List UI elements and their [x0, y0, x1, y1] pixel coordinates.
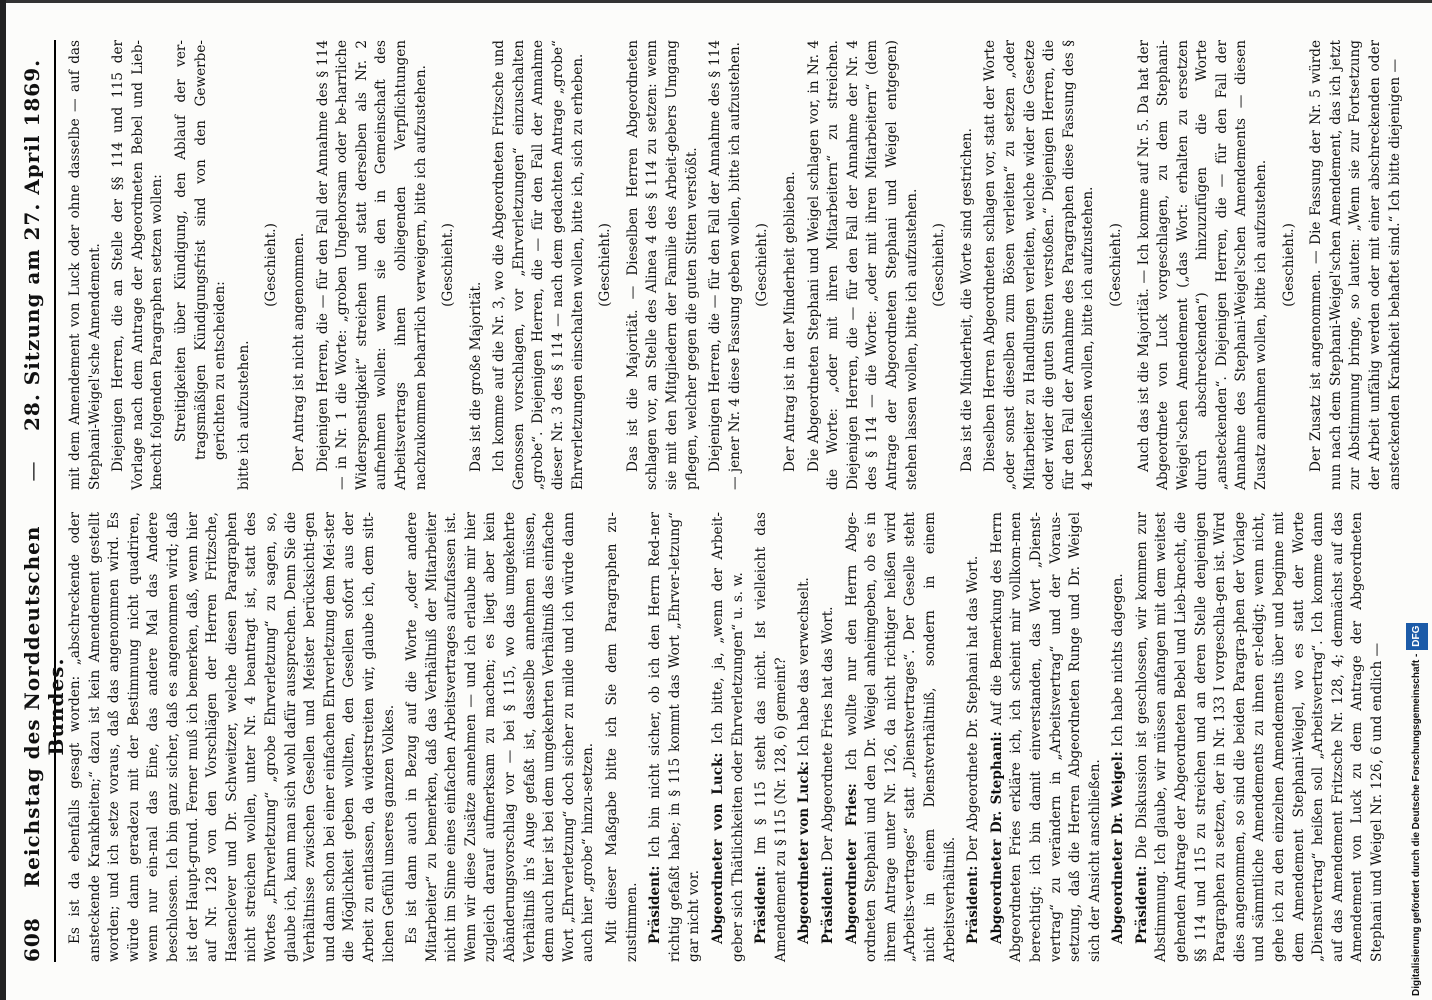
speech-paragraph	[752, 512, 791, 962]
speech-paragraph	[1133, 512, 1388, 962]
header-right-title: 28. Sitzung am 27. April 1869.	[20, 58, 44, 431]
paragraph: Der Antrag ist nicht angenommen.	[290, 232, 307, 472]
paragraph: Diejenigen Herren, die — für den Fall der Annahme des § 114 — jener Nr. 4 diese Fassung geben wollen, bitte ich aufzustehen.	[707, 40, 743, 490]
speaker-label: Abgeordneter Fries:	[843, 783, 860, 944]
paragraph: Auch das ist die Majorität. — Ich komme auf Nr. 5. Da hat der Abgeordnete von Luck vorgeschlagen, zu dem Stephani-Weigel'schen Amendement („das Wort: erhalten zu ersetzen durch abschreckenden“) hinzuzufügen die Worte „ansteckenden“. Diejenigen Herren, die — für den Fall der Annahme des Stephani-Weigel'schen Amendements — diesen Zusatz annehmen wollen, bitte ich aufzustehen.	[1135, 40, 1270, 490]
paragraph: Diejenigen Herren, die an Stelle der §§ 114 und 115 der Vorlage nach dem Antrage der Abgeordneten Bebel und Lieb-knecht folgenden Paragraphen setzen wollen:	[110, 40, 166, 490]
speech-paragraph	[988, 512, 1106, 962]
speaker-label: Abgeordneter von Luck:	[710, 752, 726, 944]
speech-text: Ich habe nichts dagegen.	[1110, 573, 1127, 752]
speaker-label: Abgeordneter Dr. Weigel:	[1110, 751, 1127, 944]
stage-note: (Geschieht.)	[597, 223, 614, 307]
paragraph: bitte ich aufzustehen.	[235, 340, 252, 490]
paragraph: Der Zusatz ist angenommen. — Die Fassung der Nr. 5 würde nun nach dem Stephani-Weigel'schen Amendement, das ich jetzt zur Abstimmung bringe, so lauten: „Wenn sie zur Fortsetzung der Arbeit unfähig werden oder mit einer abschreckenden oder ansteckenden Krankheit behaftet sind.“ Ich bitte diejenigen —	[1308, 40, 1403, 490]
speaker-label: Präsident:	[647, 865, 664, 944]
paragraph: Diejenigen Herren, die — für den Fall der Annahme des § 114 — in Nr. 1 die Worte: „groben Ungehorsam oder be-harrliche Widerspenstigkeit“ streichen und statt derselben als Nr. 2 aufnehmen wollen: wenn sie den in Gemeinschaft des Arbeitsvertrags ihnen obliegenden Verpflichtungen nachzukommen beharrlich verweigern, bitte ich aufzustehen.	[314, 40, 429, 490]
speech-paragraph	[964, 512, 984, 962]
speech-text: Ich bin nicht sicher, ob ich den Herrn Red-ner richtig gefaßt habe; in § 115 kommt das Wort „Ehrver-letzung“ gar nicht vor.	[647, 512, 703, 962]
dfg-text: Digitalisierung gefördert durch die Deutsche Forschungsgemeinschaft -	[1411, 653, 1422, 996]
stage-note: (Geschieht.)	[440, 223, 457, 307]
stage-note: (Geschieht.)	[754, 223, 771, 307]
speech-paragraph	[795, 512, 815, 962]
speaker-label: Abgeordneter Dr. Stephani:	[988, 731, 1005, 944]
speaker-label: Präsident:	[753, 865, 770, 944]
stage-note: (Geschieht.)	[931, 223, 948, 307]
left-column	[66, 512, 1386, 962]
text-columns	[66, 40, 1403, 962]
paragraph: Der Antrag ist in der Minderheit geblieben.	[782, 171, 798, 472]
speech-text: Die Diskussion ist geschlossen, wir kommen zur Abstimmung. Ich glaube, wir müssen anfangen mit dem weitest gehenden Antrage der Abgeordneten Bebel und Lieb-knecht, die §§ 114 und 115 zu streichen und an deren Stelle denjenigen Paragraphen zu setzen, der in Nr. 133 I vorgeschla-gen ist. Wird dies angenommen, so sind die beiden Paragra-phen der Vorlage und sämmtliche Amendements zu ihnen er-ledigt; wenn nicht, gehe ich zu den einzelnen Amendements über und beginne mit dem Amendement Stephani-Weigel, wo es statt der Worte „Dienstvertrag“ heißen soll „Arbeitsvertrag“. Ich komme dann auf das Amendement Fritzsche Nr. 128, 4; demnächst auf das Amendement von Luck zu dem Antrage der Abgeordneten Stephani und Weigel Nr. 126, 6 und endlich —	[1133, 512, 1385, 962]
stage-note: (Geschieht.)	[263, 223, 280, 307]
stage-note: (Geschieht.)	[1280, 223, 1297, 307]
speaker-label: Präsident:	[1133, 865, 1150, 944]
dfg-logo: DFG	[1406, 623, 1428, 650]
paragraph: Streitigkeiten über Kündigung, den Ablauf der ver-tragsmäßigen Kündigungsfrist sind von den Gewerbe-gerichten zu entscheiden:	[172, 40, 229, 460]
page-header	[20, 40, 68, 962]
speech-paragraph	[1109, 512, 1129, 962]
speech-text: Der Abgeordnete Fries hat das Wort.	[819, 606, 836, 866]
speech-text: Ich wollte nur den Herrn Abge-ordneten Stephani und den Dr. Weigel anheimgeben, ob es in ihrem Antrage unter Nr. 126, da nicht richtiger heißen wird „Arbeits-vertrages“ statt „Dienstvertrages“. Der Geselle steht nicht in einem Dienstverhältniß, sondern in einem Arbeitsverhältniß.	[843, 512, 958, 962]
speech-paragraph	[709, 512, 748, 962]
paragraph: Es ist dann auch in Bezug auf die Worte „oder andere Mitarbeiter“ zu bemerken, daß das Verhältniß der Mitarbeiter nicht im Sinne eines einfachen Arbeitsvertrages aufzufassen ist. Wenn wir diese Zusätze annehmen — und ich erlaube mir hier zugleich darauf aufmerksam zu machen; es liegt aber kein Abänderungsvorschlag vor — bei § 115, wo das umgekehrte Verhältniß in's Auge gefaßt ist, dasselbe annehmen müssen, denn auch hier ist bei dem umgekehrten Verhältniß das einfache Wort „Ehrverletzung“ doch sicher zu milde und ich würde dann auch hier „grobe“ hinzu-setzen.	[404, 512, 597, 962]
right-column	[66, 40, 1403, 490]
speech-text: Ich bitte, ja, „wenn der Arbeit-geber sich Thätlichkeiten oder Ehrverletzungen“ u. s. w.	[710, 512, 746, 962]
paragraph: Das ist die große Majorität.	[467, 281, 484, 472]
paragraph: mit dem Amendement von Luck oder ohne dasselbe — auf das Stephani-Weigel'sche Amendement.	[67, 40, 103, 490]
header-left-title: Reichstag des Norddeutschen Bundes.	[20, 525, 68, 888]
speaker-label: Abgeordneter von Luck:	[796, 760, 813, 944]
header-separator: —	[20, 460, 44, 482]
speaker-label: Präsident:	[819, 865, 836, 944]
paragraph: Dieselben Herren Abgeordneten schlagen vor, statt der Worte „oder sonst dieselben zum Bösen verleiten“ zu setzen „oder Mitarbeiter zu Handlungen verleiten, welche wider die Gesetze oder wider die guten Sitten verstoßen.“ Diejenigen Herren, die für den Fall der Annahme des Paragraphen diese Fassung des § 4 beschließen wollen, bitte ich aufzustehen.	[982, 40, 1097, 490]
paragraph: Mit dieser Maßgabe bitte ich Sie dem Paragraphen zu-zustimmen.	[604, 512, 640, 962]
paragraph: Die Abgeordneten Stephani und Weigel schlagen vor, in Nr. 4 die Worte: „oder mit ihren Mitarbeitern“ zu streichen. Diejenigen Herren, die — für den Fall der Annahme der Nr. 4 des § 114 — die Worte: „oder mit ihren Mitarbeitern“ (dem Antrage der Abgeordneten Stephani und Weigel entgegen) stehen lassen wollen, bitte ich aufzustehen.	[805, 40, 920, 490]
paragraph: Ich komme auf die Nr. 3, wo die Abgeordneten Fritzsche und Genossen vorschlagen, vor „Ehrverletzungen“ einzuschalten „grobe“. Diejenigen Herren, die — für den Fall der Annahme dieser Nr. 3 des § 114 — nach dem gedachten Antrage „grobe“ Ehrverletzungen einschalten wollen, bitte ich, sich zu erheben.	[491, 40, 586, 490]
speech-text: Auf die Bemerkung des Herrn Abgeordneten Fries erkläre ich, ich scheint mir vollkom-men berechtigt; ich bin damit einverstanden, das Wort „Dienst-vertrag“ zu verändern in „Arbeitsvertrag“ und der Voraus-setzung, daß die Herren Abgeordneten Runge und Dr. Weigel sich der Ansicht anschließen.	[988, 512, 1103, 962]
paragraph: Das ist die Minderheit, die Worte sind gestrichen.	[958, 128, 975, 472]
paragraph: Das ist die Majorität. — Dieselben Herren Abgeordneten schlagen vor, an Stelle des Alinea 4 des § 114 zu setzen: wenn sie mit den Mitgliedern der Familie des Arbeit-gebers Umgang pflegen, welcher gegen die guten Sitten verstößt.	[624, 40, 700, 490]
speech-text: Im § 115 steht das nicht. Ist vielleicht das Amendement zu § 115 (Nr. 128, 6) gemeint?	[753, 512, 789, 962]
paragraph: Es ist da ebenfalls gesagt worden: „abschreckende oder ansteckende Krankheiten;“ dazu ist kein Amendement gestellt worden; und ich setze voraus, daß das angenommen wird. Es würde dann geradezu mit der Bestimmung nicht quadriren, wenn nur ein-mal das Eine, das andere Mal das Andere beschlossen. Ich bin ganz sicher, daß es angenommen wird; daß ist der Haupt-grund. Ferner muß ich bemerken, daß, wenn hier auf Nr. 128 von den Vorschlägen der Herren Fritzsche, Hasenclever und Dr. Schweitzer, welche diesen Paragraphen nicht streichen wollen, unter Nr. 4 beantragt ist, statt des Wortes „Ehrverletzung“ „grobe Ehrverletzung“ zu sagen, so, glaube ich, kann man sich wohl dafür aussprechen. Denn Sie die Verhältnisse zwischen Gesellen und Meister berücksichti-gen und dann schon bei einer einfachen Ehrverletzung dem Mei-ster die Möglichkeit geben wollten, den Gesellen sofort aus der Arbeit zu entlassen, da widerstreiten wir, glaube ich, dem sitt-lichen Gefühl unseres ganzen Volkes.	[67, 512, 397, 962]
stage-note: (Geschieht.)	[1107, 223, 1124, 307]
speech-paragraph	[819, 512, 839, 962]
speech-paragraph	[843, 512, 961, 962]
speech-text: Der Abgeordnete Dr. Stephani hat das Wort.	[965, 555, 982, 866]
dfg-note	[1406, 6, 1428, 996]
speech-paragraph	[646, 512, 705, 962]
speech-text: Ich habe das verwechselt.	[796, 577, 813, 761]
dfg-sidebar	[1406, 6, 1428, 996]
page-number: 608	[20, 917, 44, 962]
speaker-label: Präsident:	[965, 865, 982, 944]
